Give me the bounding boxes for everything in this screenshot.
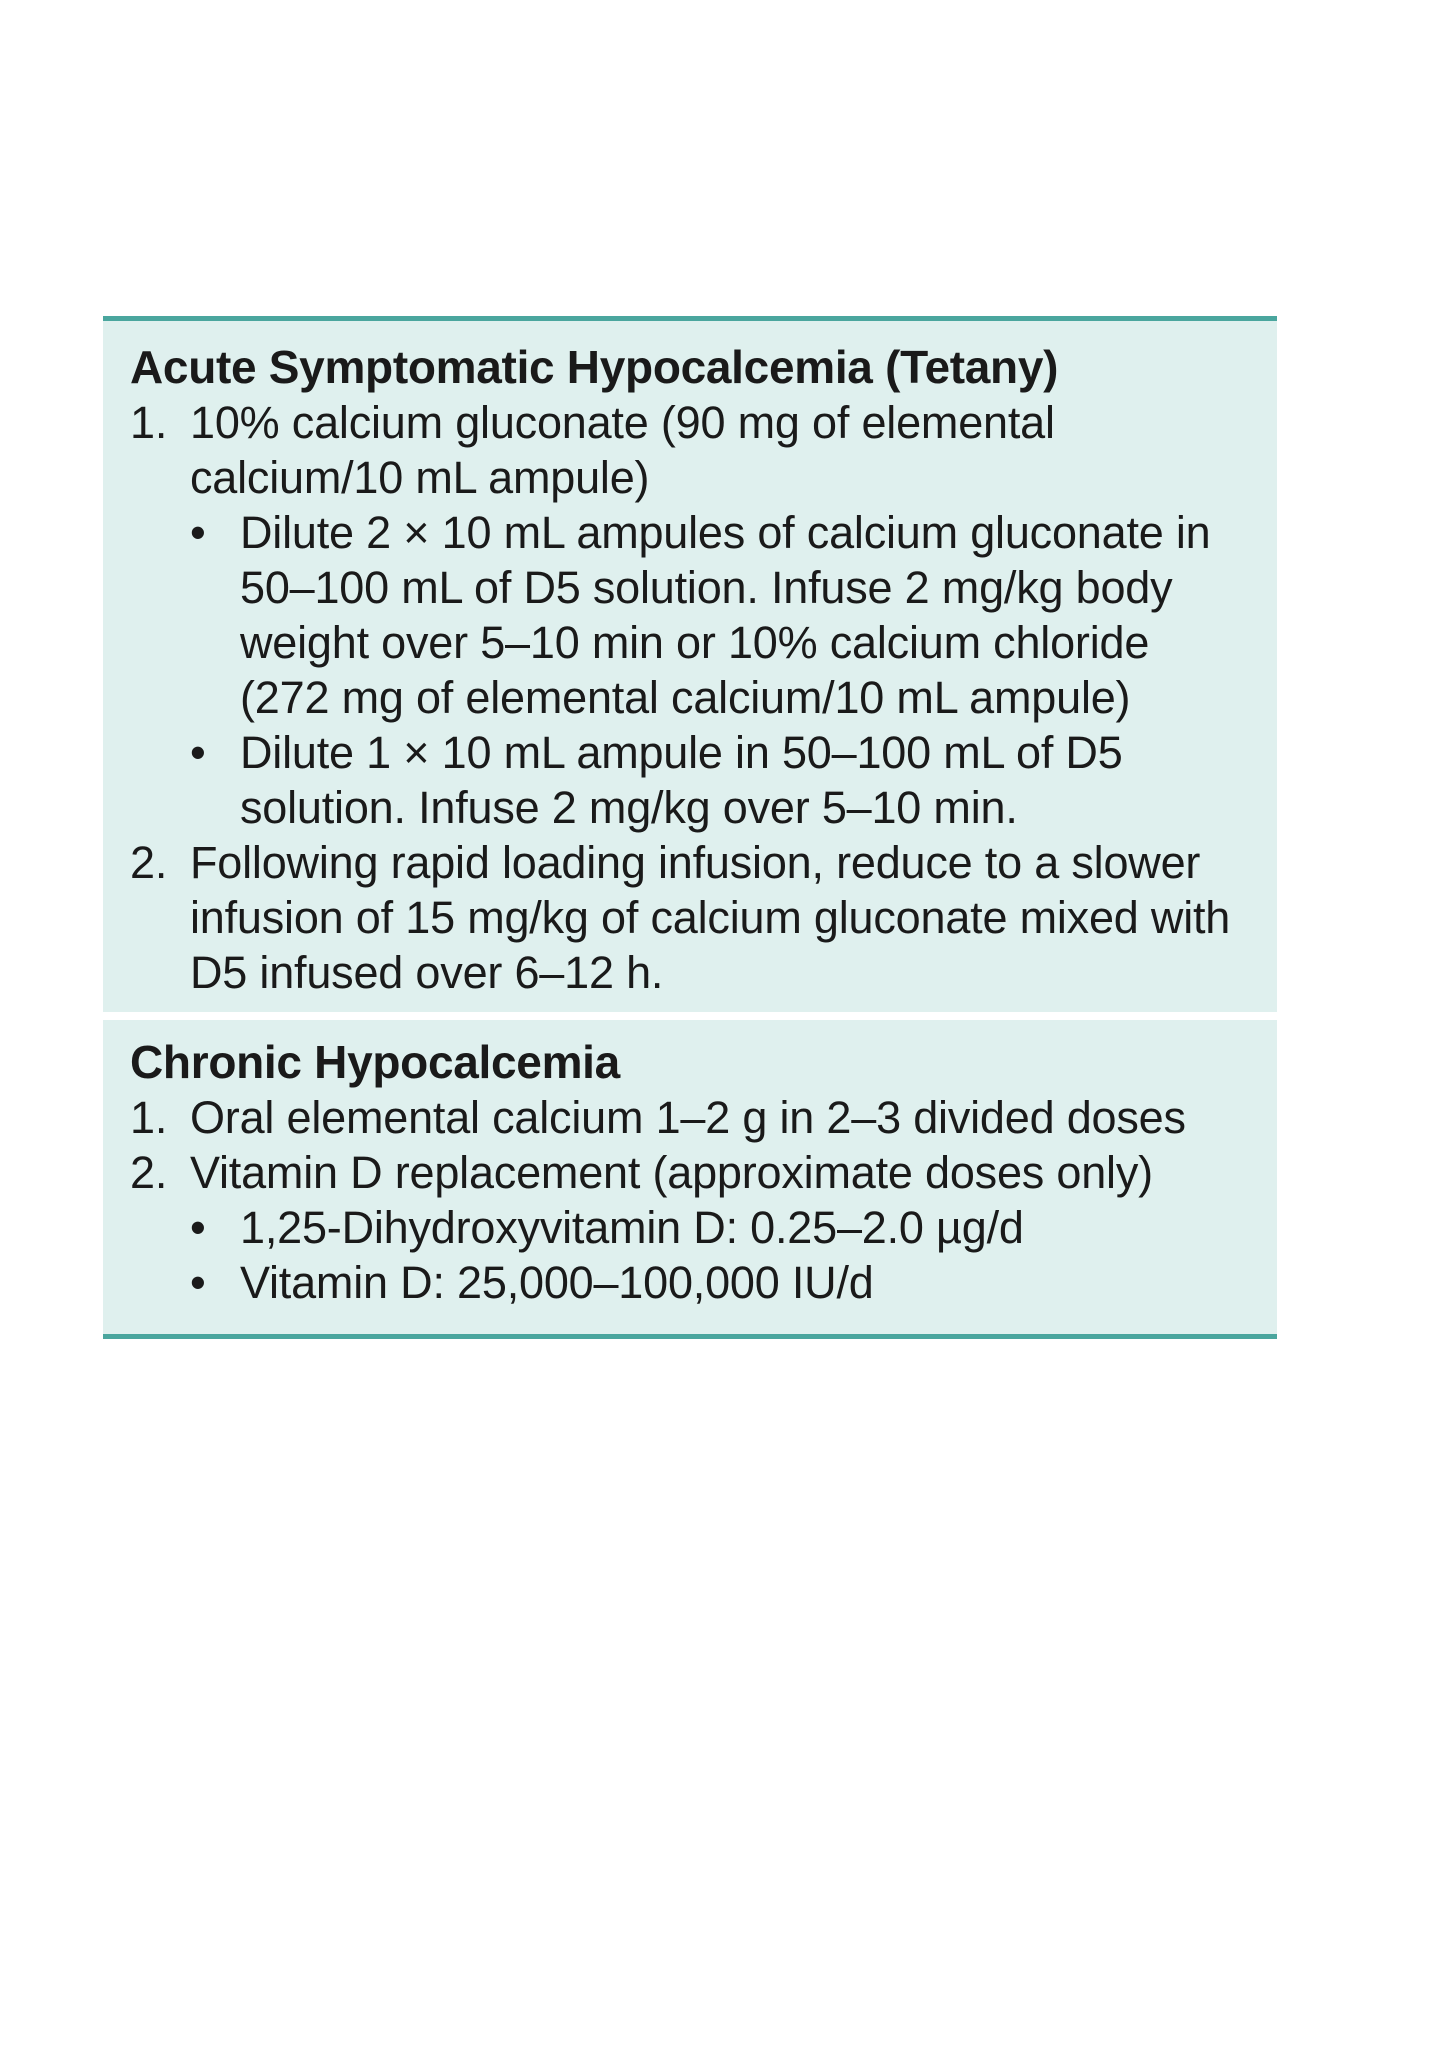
step-number: 1. xyxy=(130,397,168,448)
chronic-steps-list xyxy=(130,1090,1247,1310)
step-text: Oral elemental calcium 1–2 g in 2–3 divided doses xyxy=(190,1092,1186,1143)
bullet-list xyxy=(190,505,1247,835)
bullet-text: 1,25-Dihydroxyvitamin D: 0.25–2.0 µg/d xyxy=(240,1202,1024,1253)
bullet-icon: • xyxy=(190,1202,206,1253)
bullet-text: Dilute 1 × 10 mL ampule in 50–100 mL of D5 solution. Infuse 2 mg/kg over 5–10 min. xyxy=(240,727,1123,833)
step-text: Following rapid loading infusion, reduce to a slower infusion of 15 mg/kg of calcium gluconate mixed with D5 infused over 6–12 h. xyxy=(190,837,1231,998)
bullet-icon: • xyxy=(190,1257,206,1308)
section-title: Chronic Hypocalcemia xyxy=(130,1036,620,1088)
bullet-item xyxy=(190,1255,1247,1310)
list-item xyxy=(130,1145,1247,1310)
step-text: Vitamin D replacement (approximate doses only) xyxy=(190,1147,1153,1198)
step-number: 2. xyxy=(130,837,168,888)
bullet-item xyxy=(190,725,1247,835)
bullet-item xyxy=(190,1200,1247,1255)
step-number: 1. xyxy=(130,1092,168,1143)
hypocalcemia-treatment-table xyxy=(103,316,1277,1339)
list-item xyxy=(130,1090,1247,1145)
section-title: Acute Symptomatic Hypocalcemia (Tetany) xyxy=(130,341,1059,393)
step-number: 2. xyxy=(130,1147,168,1198)
chronic-hypocalcemia-section xyxy=(103,1020,1277,1334)
acute-hypocalcemia-section xyxy=(103,321,1277,1012)
list-item xyxy=(130,395,1247,835)
bullet-item xyxy=(190,505,1247,725)
acute-steps-list xyxy=(130,395,1247,1000)
bullet-text: Vitamin D: 25,000–100,000 IU/d xyxy=(240,1257,874,1308)
bullet-icon: • xyxy=(190,507,206,558)
bullet-icon: • xyxy=(190,727,206,778)
bullet-text: Dilute 2 × 10 mL ampules of calcium gluconate in 50–100 mL of D5 solution. Infuse 2 mg/kg body weight over 5–10 min or 10% calcium chloride (272 mg of elemental calcium/10 mL ampule) xyxy=(240,507,1211,723)
bullet-list xyxy=(190,1200,1247,1310)
step-text: 10% calcium gluconate (90 mg of elemental calcium/10 mL ampule) xyxy=(190,397,1055,503)
list-item xyxy=(130,835,1247,1000)
